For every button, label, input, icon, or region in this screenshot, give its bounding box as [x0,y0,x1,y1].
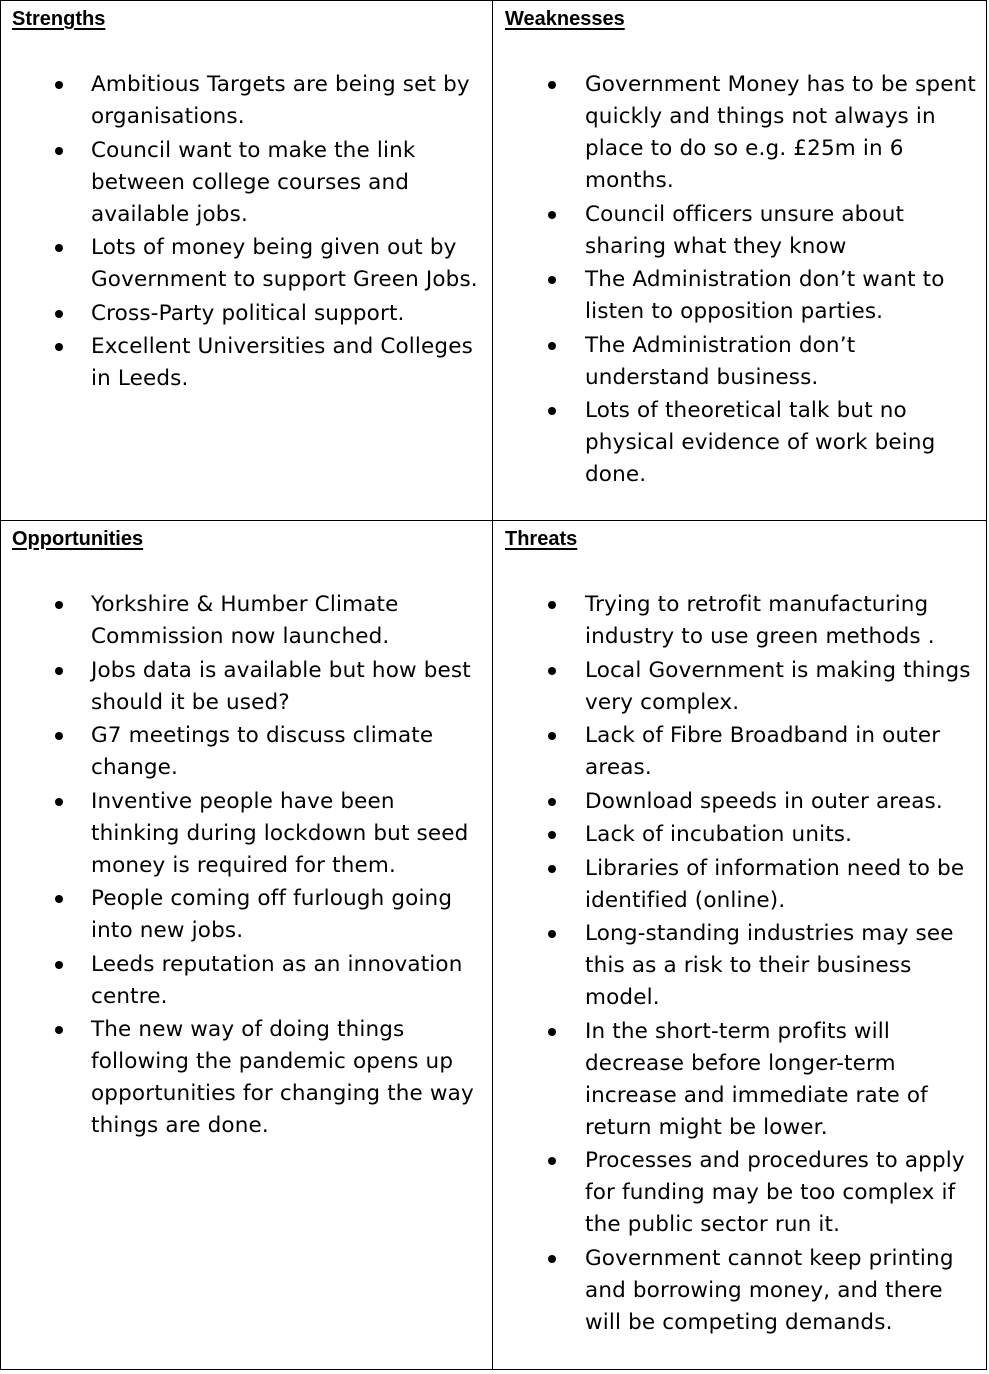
bullet-icon [548,601,556,609]
opportunities-item [1,589,492,653]
threats-item-text: Lack of incubation units. [585,822,853,847]
opportunities-item-text: Jobs data is available but how best should it be used? [91,657,471,715]
bullet-icon [55,895,63,903]
opportunities-item-text: People coming off furlough going into new jobs. [91,886,453,943]
bullet-icon [548,1255,556,1263]
bullet-icon [55,244,63,252]
threats-item-text: Long-standing industries may see this as a risk to their business model. [585,921,954,1010]
opportunities-item [1,949,492,1013]
bullet-icon [548,865,556,873]
strengths-item-text: Excellent Universities and Colleges in Leeds. [91,334,473,391]
bullet-icon [55,81,63,89]
bullet-icon [55,343,63,351]
weaknesses-cell [493,1,986,521]
threats-item [493,1243,986,1339]
opportunities-item [1,883,492,947]
bullet-icon [55,147,63,155]
threats-item [493,720,986,784]
opportunities-item-text: Inventive people have been thinking during lockdown but seed money is required for them. [91,788,469,878]
bullet-icon [55,310,63,318]
strengths-item [1,135,492,231]
opportunities-list [1,589,492,1144]
weaknesses-item [493,69,986,197]
bullet-icon [548,667,556,675]
opportunities-item [1,1014,492,1142]
threats-item [493,853,986,917]
bullet-icon [548,930,556,938]
strengths-item [1,69,492,133]
opportunities-item-text: The new way of doing things following the pandemic opens up opportunities for changing the way things are done. [91,1017,474,1138]
opportunities-item [1,786,492,882]
bullet-icon [548,831,556,839]
threats-item [493,819,986,851]
threats-item-text: Lack of Fibre Broadband in outer areas. [585,723,941,780]
bullet-icon [548,276,556,284]
strengths-item-text: Lots of money being given out by Government to support Green Jobs. [91,235,478,292]
bullet-icon [55,667,63,675]
opportunities-item-text: Yorkshire & Humber Climate Commission now launched. [91,592,399,649]
threats-item-text: Download speeds in outer areas. [585,788,943,814]
weaknesses-item-text: Lots of theoretical talk but no physical evidence of work being done. [585,398,936,487]
weaknesses-item [493,264,986,328]
bullet-icon [55,1026,63,1034]
strengths-item [1,331,492,395]
strengths-item-text: Ambitious Targets are being set by organisations. [91,72,470,129]
opportunities-heading: Opportunities [12,528,144,550]
opportunities-item-text: Leeds reputation as an innovation centre. [91,951,463,1009]
threats-item-text: Trying to retrofit manufacturing industry to use green methods . [585,592,935,649]
opportunities-item [1,720,492,784]
opportunities-item-text: G7 meetings to discuss climate change. [91,723,434,780]
threats-item-text: Processes and procedures to apply for funding may be too complex if the public sector run it. [585,1148,965,1237]
threats-cell [493,521,986,1369]
bullet-icon [548,342,556,350]
weaknesses-item [493,199,986,263]
threats-item [493,1016,986,1144]
threats-item-text: Government cannot keep printing and borrowing money, and there will be competing demands. [585,1245,954,1335]
bullet-icon [548,407,556,415]
strengths-item-text: Council want to make the link between college courses and available jobs. [91,137,416,227]
threats-heading: Threats [505,528,578,550]
bullet-icon [548,1028,556,1036]
bullet-icon [548,211,556,219]
weaknesses-item-text: Government Money has to be spent quickly and things not always in place to do so e.g. £25m in 6 months. [585,72,976,193]
strengths-list [1,69,492,397]
weaknesses-heading: Weaknesses [505,8,625,30]
bullet-icon [548,798,556,806]
opportunities-item [1,655,492,719]
threats-item [493,589,986,653]
bullet-icon [55,961,63,969]
bullet-icon [548,732,556,740]
strengths-heading: Strengths [12,8,106,30]
threats-item [493,1145,986,1241]
strengths-item [1,232,492,296]
weaknesses-item-text: The Administration don’t understand business. [585,332,856,390]
weaknesses-item [493,395,986,491]
threats-item [493,786,986,818]
weaknesses-item [493,330,986,394]
bullet-icon [548,81,556,89]
weaknesses-item-text: The Administration don’t want to listen to opposition parties. [585,267,945,324]
threats-item-text: Libraries of information need to be identified (online). [585,855,965,913]
opportunities-cell [1,521,493,1369]
threats-item-text: In the short-term profits will decrease before longer-term increase and immediate rate of return might be lower. [585,1018,928,1140]
bullet-icon [55,798,63,806]
bullet-icon [55,732,63,740]
bullet-icon [55,601,63,609]
strengths-item [1,298,492,330]
strengths-item-text: Cross-Party political support. [91,300,405,326]
threats-item [493,918,986,1014]
bullet-icon [548,1157,556,1165]
weaknesses-list [493,69,986,493]
threats-item [493,655,986,719]
threats-list [493,589,986,1340]
strengths-cell [1,1,493,521]
threats-item-text: Local Government is making things very complex. [585,657,971,715]
weaknesses-item-text: Council officers unsure about sharing what they know [585,201,905,259]
